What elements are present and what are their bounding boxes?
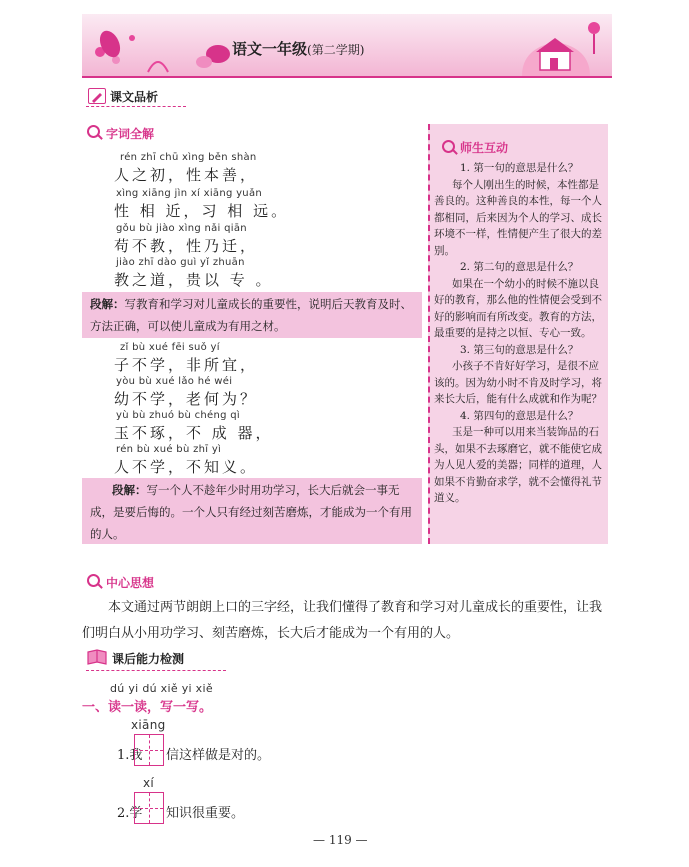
analysis-label: 段解： [112,483,147,497]
pinyin-line: xìng xiāng jìn xí xiāng yuǎn [116,188,263,199]
pencil-icon [88,88,106,104]
question-post: 信这样做是对的。 [166,748,271,763]
analysis-box [82,478,422,544]
analysis-box [82,292,422,338]
magnifier-icon [87,125,100,138]
page-number: — 119 — [313,833,368,847]
interaction-panel [428,124,608,544]
exercise-title: 一、读一读，写一写。 [82,700,213,715]
magnifier-icon [87,574,100,587]
house-decoration-icon [502,14,610,76]
central-idea-title: 中心思想 [106,576,155,590]
interaction-title: 师生互动 [460,141,509,155]
tianzige-input-box[interactable] [134,792,164,824]
header-title-text: 语文一年级 [232,40,308,58]
word-explain-title: 字词全解 [106,127,155,141]
interaction-list [434,160,604,507]
question-text: 1. 第一句的意思是什么？ [460,162,579,174]
central-idea-text: 本文通过两节朗朗上口的三字经，让我们懂得了教育和学习对儿童成长的重要性，让我们明白从小用功学习、刻苦磨炼，长大后才能成为一个有用的人。 [82,600,603,641]
analysis-text [82,478,422,545]
question-text: 3. 第三句的意思是什么？ [460,343,579,356]
tianzige-input-box[interactable] [134,734,164,766]
verse-line: 玉不琢，不 成 器， [114,424,274,442]
question-number: 1. [117,748,130,763]
header-divider [82,76,612,78]
analysis-content: 写教育和学习对儿童成长的重要性，说明后天教育及时、方法正确，可以使儿童成为有用之材。 [90,297,412,333]
answer-text: 小孩子不肯好好学习，是很不应该的。因为幼小时不肯及时学习，将来长大后，能有什么成就和作为呢？ [434,360,602,405]
verse-line: 性 相 近，习 相 远。 [114,202,290,220]
magnifier-icon [442,140,455,153]
verse-line: 幼不学，老何为？ [114,390,259,408]
pinyin-line: yù bù zhuó bù chéng qì [116,410,240,421]
question-pre: 学 [129,806,143,821]
section-title-analysis: 课文品析 [110,90,159,104]
verse-line: 人之初，性本善， [114,166,259,184]
question-number: 2. [117,806,130,821]
exercise-pinyin: dú yi dú xiě yi xiě [110,682,213,695]
exercise-section-title: 课后能力检测 [112,652,185,666]
pinyin-line: rén zhī chū xìng běn shàn [120,152,257,163]
question-post: 知识很重要。 [166,806,245,821]
hint-pinyin: xí [143,776,155,790]
verse-line: 教之道，贵以 专 。 [114,271,274,289]
answer-text: 每个人刚出生的时候，本性都是善良的。这种善良的本性，每一个人都相同，后来因为个人的学习、成长环境不一样，性情便产生了很大的差别。 [434,178,602,257]
pinyin-line: jiào zhī dào guì yǐ zhuān [116,257,245,268]
section-underline [86,670,226,672]
pinyin-line: rén bù xué bù zhī yì [116,444,222,455]
question-text: 2. 第二句的意思是什么？ [460,261,579,273]
page-title [232,38,364,59]
pinyin-line: gǒu bù jiào xìng nǎi qiān [116,223,247,234]
verse-line: 苟不教，性乃迁， [114,237,259,255]
answer-text: 玉是一种可以用来当装饰品的石头，如果不去琢磨它，就不能使它成为人见人爱的美器；同样的道理，人如果不肯勤奋求学，就不会懂得礼节道义。 [434,426,602,504]
flower-decoration-icon [88,22,238,76]
answer-text: 如果在一个幼小的时候不施以良好的教育，那么他的性情便会受到不好的影响而有所改变。教育的方法，最重要的是持之以恒、专心一致。 [434,277,602,339]
analysis-content: 写一个人不趁年少时用功学习，长大后就会一事无成，是要后悔的。一个人只有经过刻苦磨炼，才能成为一个有用的人。 [90,483,412,541]
hint-pinyin: xiāng [131,718,166,732]
book-icon [86,648,108,666]
pinyin-line: zǐ bù xué fēi suǒ yí [120,342,220,353]
analysis-label: 段解： [90,297,125,311]
analysis-text [82,292,422,337]
verse-line: 子不学，非所宜， [114,356,259,374]
verse-line: 人不学，不知义。 [114,458,259,476]
pinyin-line: yòu bù xué lǎo hé wéi [116,376,233,387]
question-pre: 我 [129,748,143,763]
section-underline [86,106,186,108]
header-subtitle: (第二学期) [307,43,365,57]
question-text: 4. 第四句的意思是什么？ [460,409,579,422]
